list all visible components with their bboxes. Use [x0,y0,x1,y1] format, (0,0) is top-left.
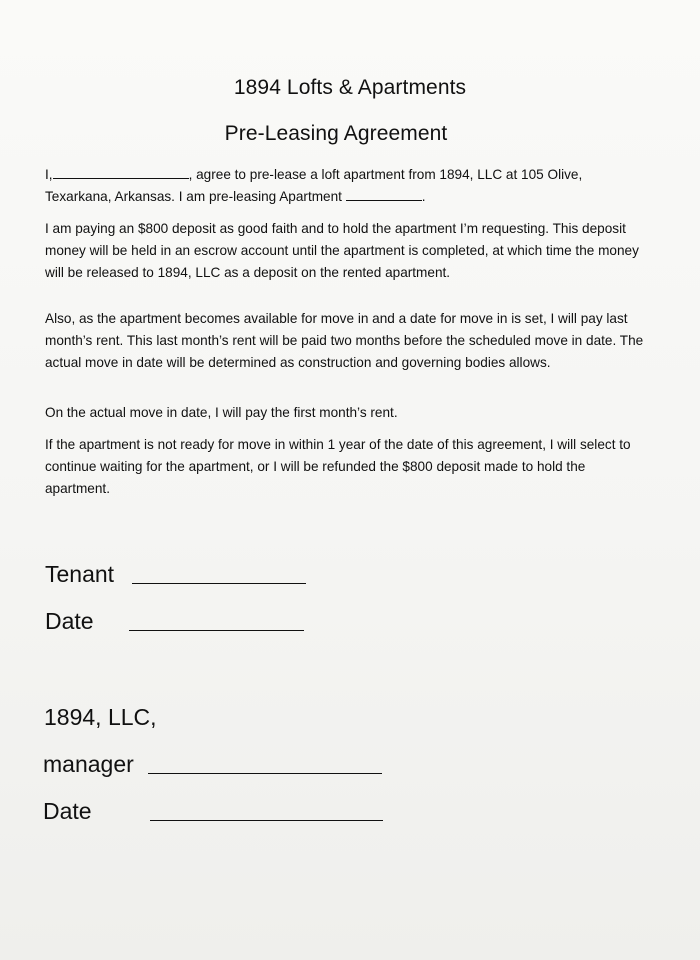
tenant-signature-line [132,583,306,584]
intro-line2-suffix: . [421,189,426,204]
deposit-paragraph: I am paying an $800 deposit as good faith and to hold the apartment I’m requesting. This deposit money will be held in an escrow account until the apartment is completed, at which time the money will be released to 1894, LLC as a deposit on the rented apartment. [45,221,639,280]
intro-paragraph [45,164,645,208]
tenant-name-blank [53,165,189,179]
intro-line2-prefix: Texarkana, Arkansas. I am pre-leasing Apartment [45,189,342,204]
move-in-paragraph: Also, as the apartment becomes available for move in and a date for move in is set, I will pay last month’s rent. This last month’s rent will be paid two months before the scheduled move in date. The actual move in date will be determined as construction and governing bodies allows. [45,311,644,370]
tenant-date-label: Date [45,608,94,634]
manager-date-label: Date [43,798,92,824]
intro-middle: , agree to pre-lease a loft apartment from 1894, LLC at 105 Olive, [188,167,583,182]
intro-prefix: I, [45,167,53,182]
manager-label: manager [43,751,134,777]
manager-signature-line [148,773,382,774]
document-title: 1894 Lofts & Apartments [233,76,467,99]
manager-date-line [150,820,383,821]
refund-paragraph: If the apartment is not ready for move in within 1 year of the date of this agreement, I will select to continue waiting for the apartment, or I will be refunded the $800 deposit made to hold the apartment. [45,437,631,496]
llc-label: 1894, LLC, [44,704,157,730]
tenant-label: Tenant [45,561,115,587]
document-subtitle: Pre-Leasing Agreement [224,122,448,145]
first-rent-paragraph: On the actual move in date, I will pay the first month’s rent. [45,405,398,420]
tenant-date-line [129,630,304,631]
apartment-number-blank [346,187,422,201]
